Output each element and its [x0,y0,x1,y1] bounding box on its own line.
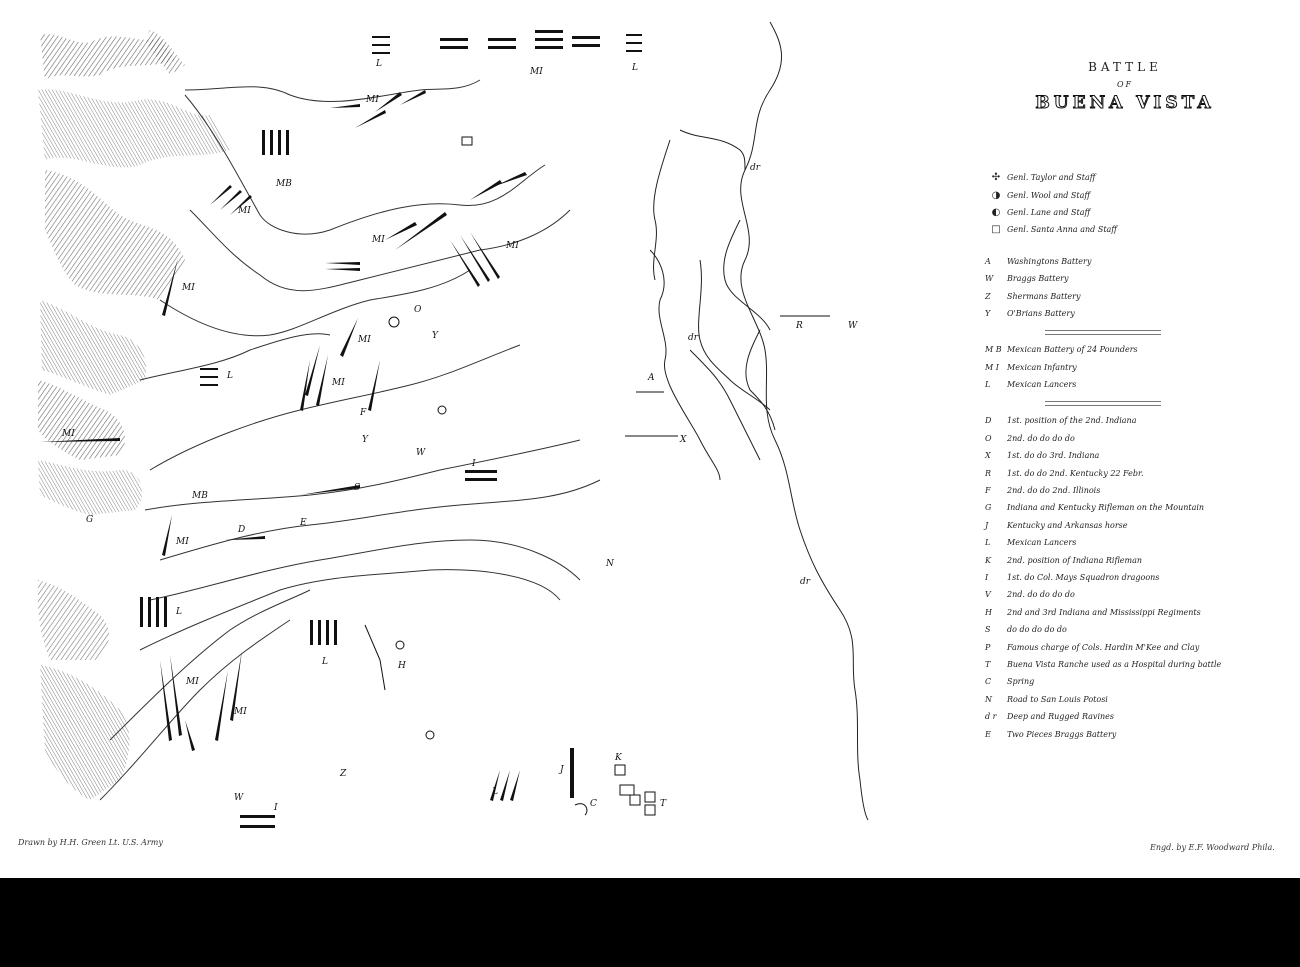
map-label: N [606,559,614,569]
legend-text: Mexican Infantry [1007,362,1077,372]
legend-text: Indiana and Kentucky Rifleman on the Mountain [1007,503,1205,513]
legend-row [985,359,1285,376]
legend-text: O'Brians Battery [1007,308,1075,318]
legend-row [985,551,1285,568]
map-label: O [414,305,422,315]
legend-text: Mexican Battery of 24 Pounders [1007,345,1138,355]
legend-text: 1st. do do 3rd. Indiana [1007,451,1100,461]
legend-text: 2nd. do do do do [1007,433,1075,443]
legend-row [985,270,1285,287]
map-label: G [86,515,94,525]
legend-text: Shermans Battery [1007,291,1081,301]
legend-key: Y [985,308,991,318]
batteries-legend [985,253,1285,323]
map-label: T [660,799,667,809]
structures [365,137,655,815]
legend-text: Genl. Taylor and Staff [1007,173,1096,183]
legend-key: L [985,538,991,548]
legend-text: Two Pieces Braggs Battery [1007,729,1117,739]
legend-text: do do do do do [1007,625,1067,635]
map-label: MB [276,179,292,189]
legend-text: Famous charge of Cols. Hardin M'Kee and Clay [1007,642,1200,652]
legend-key: K [985,555,991,565]
map-label: MI [506,241,519,251]
map-label: A [648,373,655,383]
legend-text: Genl. Lane and Staff [1007,207,1091,217]
legend-key: G [985,503,992,513]
wool-half-circle-icon: ◑ [991,189,1001,201]
legend-row [985,517,1285,534]
legend-key: Z [985,291,991,301]
legend-text: Deep and Rugged Ravines [1007,712,1114,722]
map-label: C [590,799,597,809]
map-label: D [238,525,246,535]
legend-key: N [985,694,992,704]
legend-text: Braggs Battery [1007,274,1069,284]
taylor-star-icon: ✣ [991,172,1001,184]
legend-row [985,569,1285,586]
map-label: I [472,459,476,469]
generals-legend [985,169,1285,239]
legend-row [985,253,1285,270]
legend-panel [985,60,1285,743]
legend-row [985,447,1285,464]
legend-row [985,169,1285,186]
map-label: dr [750,163,761,173]
legend-row [985,341,1285,358]
river-and-road [650,22,868,820]
legend-row [985,621,1285,638]
legend-row [985,638,1285,655]
legend-key: P [985,642,991,652]
legend-key: V [985,590,991,600]
map-label: W [416,448,426,458]
legend-key: R [985,468,992,478]
legend-row [985,656,1285,673]
legend-text: 2nd and 3rd Indiana and Mississippi Regiments [1007,607,1201,617]
legend-key: F [985,486,991,496]
map-label: MI [238,206,251,216]
legend-row [985,412,1285,429]
map-labels [61,59,858,813]
map-label: MI [182,283,195,293]
legend-row [985,708,1285,725]
legend-text: Washingtons Battery [1007,256,1092,266]
legend-text: Genl. Santa Anna and Staff [1007,225,1117,235]
legend-row [985,186,1285,203]
legend-key: L [985,380,991,390]
legend-text: Kentucky and Arkansas horse [1007,520,1128,530]
map-label: H [398,661,406,671]
map-label: MI [234,707,247,717]
map-label: MI [186,677,199,687]
legend-text: 1st. position of the 2nd. Indiana [1007,416,1137,426]
legend-key: A [985,256,991,266]
legend-key: M B [985,345,1002,355]
map-label: I [274,803,278,813]
map-label: dr [688,333,699,343]
legend-row [985,725,1285,742]
positions-legend [985,412,1285,742]
legend-row [985,204,1285,221]
legend-text: Mexican Lancers [1007,380,1077,390]
legend-key: O [985,433,992,443]
map-label: L [376,59,382,69]
legend-key: X [985,451,991,461]
legend-key: T [985,659,991,669]
legend-row [985,430,1285,447]
map-label: J [560,765,564,775]
map-label: R [796,321,803,331]
map-label: MB [192,491,208,501]
legend-row [985,604,1285,621]
map-label: MI [366,95,379,105]
map-label: MI [62,429,75,439]
credit-engraved-by: Engd. by E.F. Woodward Phila. [1150,843,1275,852]
map-label: MI [358,335,371,345]
map-label: L [322,657,328,667]
legend-key: d r [985,712,997,722]
legend-row [985,464,1285,481]
divider-2 [1045,401,1161,406]
legend-text: Mexican Lancers [1007,538,1077,548]
legend-row [985,221,1285,238]
legend-row [985,586,1285,603]
mountain-terrain [38,30,230,800]
map-label: W [234,793,244,803]
legend-row [985,691,1285,708]
legend-row [985,482,1285,499]
map-label: MI [332,378,345,388]
title-buena-vista: BUENA VISTA [1035,93,1215,113]
legend-row [985,287,1285,304]
credit-drawn-by: Drawn by H.H. Green Lt. U.S. Army [18,838,163,847]
map-label: Z [340,769,347,779]
legend-text: Spring [1007,677,1035,687]
legend-text: Road to San Louis Potosi [1007,694,1108,704]
map-label: Y [362,435,368,445]
map-label: Y [432,331,438,341]
small-lines [625,316,830,436]
map-label: S [354,483,361,493]
legend-text: Buena Vista Ranche used as a Hospital during battle [1007,659,1222,669]
title-of: OF [1116,80,1134,89]
map-label: F [360,408,367,418]
legend-key: C [985,677,992,687]
divider-1 [1045,330,1161,335]
mexican-legend [985,341,1285,393]
map-label: MI [176,537,189,547]
map-label: E [300,518,307,528]
legend-row [985,534,1285,551]
title-battle: BATTLE [1088,60,1162,74]
map-label: L [227,371,233,381]
legend-key: H [985,607,992,617]
legend-key: E [985,729,991,739]
legend-row [985,376,1285,393]
legend-key: S [985,625,991,635]
legend-row [985,499,1285,516]
lane-half-circle-icon: ◐ [991,206,1001,218]
legend-text: Genl. Wool and Staff [1007,190,1091,200]
legend-text: 2nd. position of Indiana Rifleman [1007,555,1143,565]
map-label: MI [372,235,385,245]
legend-text: 1st. do Col. Mays Squadron dragoons [1007,573,1160,582]
map-label: X [680,435,687,445]
map-label: K [615,753,622,763]
legend-row [985,305,1285,322]
legend-text: 2nd. do do 2nd. Illinois [1007,486,1101,496]
legend-text: 1st. do do 2nd. Kentucky 22 Febr. [1007,468,1144,478]
legend-text: 2nd. do do do do [1007,590,1075,600]
legend-key: D [985,416,992,426]
santa-anna-square-icon: □ [991,224,1001,236]
map-label: MI [530,67,543,77]
map-label: dr [800,577,811,587]
map-label: W [848,321,858,331]
legend-key: M I [985,362,999,372]
map-label: L [632,63,638,73]
legend-key: I [985,573,989,582]
map-label: L [492,787,498,797]
map-label: L [176,607,182,617]
legend-key: J [985,520,989,530]
legend-row [985,673,1285,690]
legend-key: W [985,274,994,284]
